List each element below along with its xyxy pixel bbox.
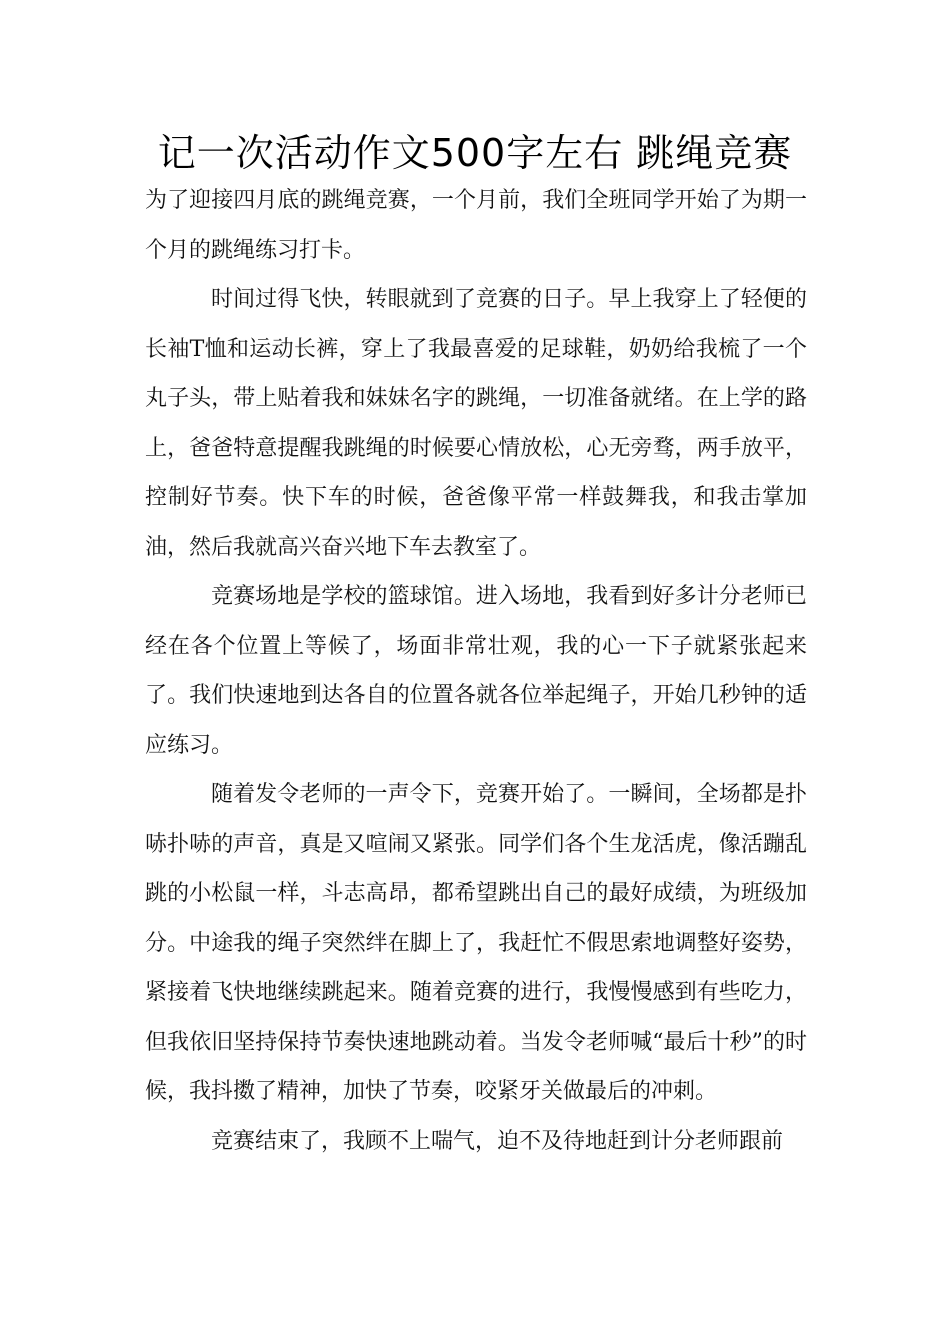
document-body bbox=[145, 176, 807, 1166]
paragraph-4: 随着发令老师的一声令下，竞赛开始了。一瞬间，全场都是扑哧扑哧的声音，真是又喧闹又紧张。同学们各个生龙活虎，像活蹦乱跳的小松鼠一样，斗志高昂，都希望跳出自己的最好成绩，为班级加分。中途我的绳子突然绊在脚上了，我赶忙不假思索地调整好姿势，紧接着飞快地继续跳起来。随着竞赛的进行，我慢慢感到有些吃力，但我依旧坚持保持节奏快速地跳动着。当发令老师喊“最后十秒”的时候，我抖擞了精神，加快了节奏，咬紧牙关做最后的冲刺。 bbox=[145, 782, 807, 1104]
paragraph-1: 为了迎接四月底的跳绳竞赛，一个月前，我们全班同学开始了为期一个月的跳绳练习打卡。 bbox=[145, 188, 807, 263]
document-title: 记一次活动作文500字左右 跳绳竞赛 bbox=[157, 131, 793, 175]
paragraph-3: 竞赛场地是学校的篮球馆。进入场地，我看到好多计分老师已经在各个位置上等候了，场面非常壮观，我的心一下子就紧张起来了。我们快速地到达各自的位置各就各位举起绳子，开始几秒钟的适应练习。 bbox=[145, 584, 807, 758]
paragraph-5: 竞赛结束了，我顾不上喘气，迫不及待地赶到计分老师跟前 bbox=[211, 1128, 784, 1154]
paragraph-2: 时间过得飞快，转眼就到了竞赛的日子。早上我穿上了轻便的长袖T恤和运动长裤，穿上了我最喜爱的足球鞋，奶奶给我梳了一个丸子头，带上贴着我和妹妹名字的跳绳，一切准备就绪。在上学的路上，爸爸特意提醒我跳绳的时候要心情放松，心无旁骛，两手放平，控制好节奏。快下车的时候，爸爸像平常一样鼓舞我，和我击掌加油，然后我就高兴奋兴地下车去教室了。 bbox=[145, 287, 807, 560]
